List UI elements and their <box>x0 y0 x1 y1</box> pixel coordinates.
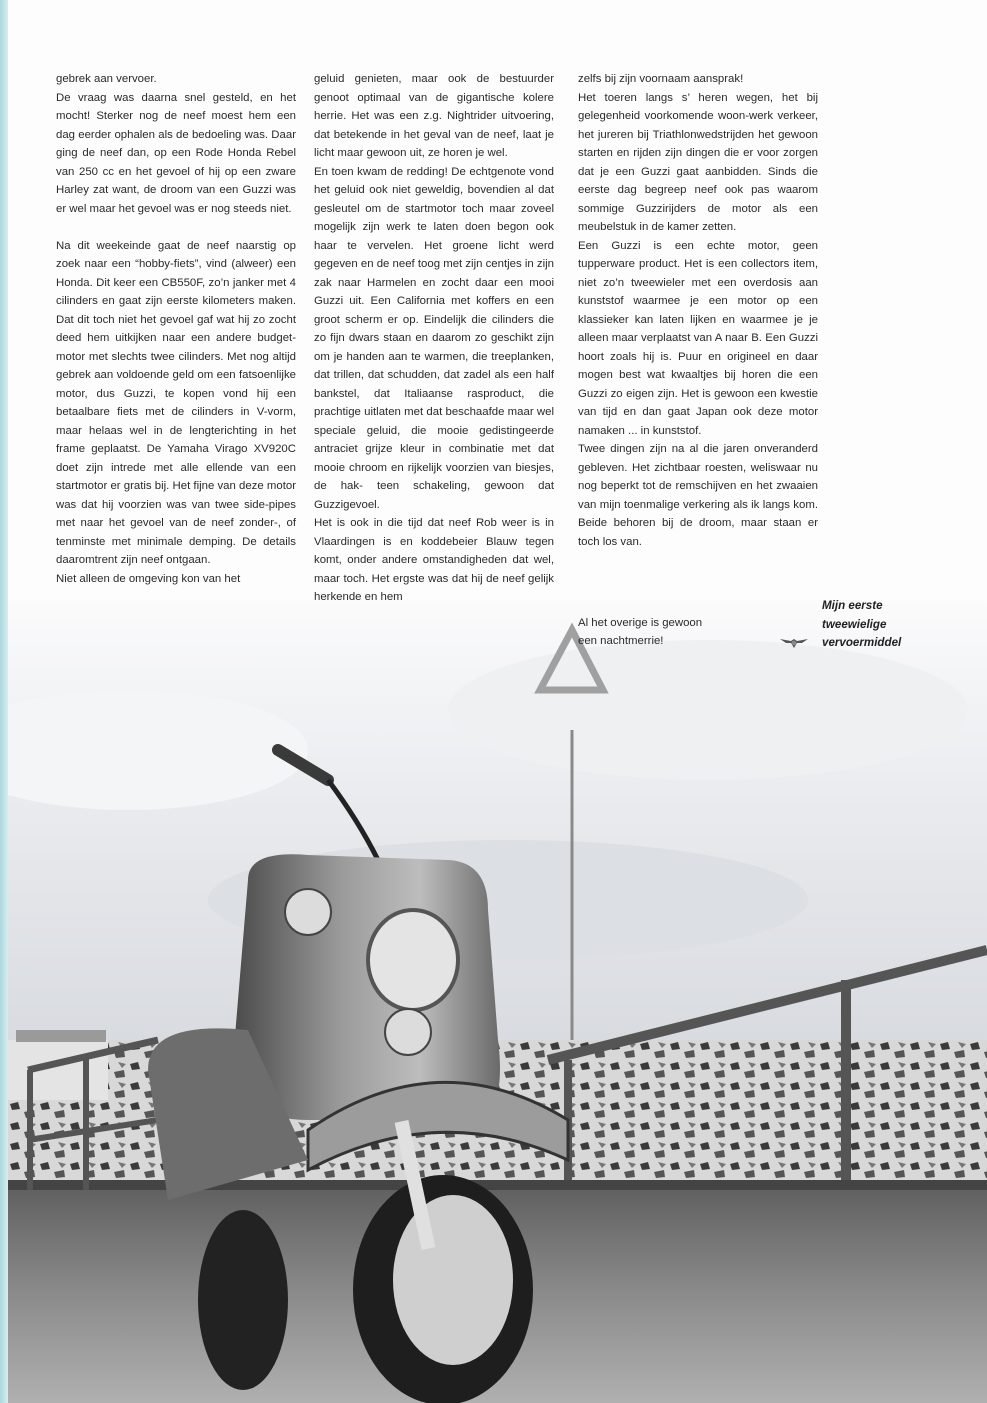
caption-line: Mijn eerste <box>822 599 883 612</box>
paragraph: geluid genieten, maar ook de bestuurder genoot optimaal van de gigantische kolere herrie. Het was een z.g. Nightrider uitvoering, dat betekende in het geval van de neef, laat je licht maar gewoon uit, ze horen je wel. <box>314 73 554 159</box>
paragraph: En toen kwam de redding! De echtgenote vond het geluid ook niet geweldig, bovendien al dat gesleutel om de startmotor toch maar zoveel mogelijk zijn werk te laten doen begon ook haar te vervelen. Het groene licht werd gegeven en de neef toog met zijn centjes in zijn zak naar Harmelen en zocht daar een mooi Guzzi uit. Een California met koffers en een groot scherm er op. Eindelijk die cilinders die zo fijn dwars staan en daarom zo geschikt zijn om je handen aan te warmen, die treeplanken, dat trillen, dat schudden, dat zadel als een half bankstel, dat Italiaanse rasproduct, die prachtige uitlaten met dat beschaafde maar wel speciale geluid, die mooie gedistingeerde antraciet grijze kleur in combinatie met dat mooie chroom en rijkelijk voorzien van biesjes, de hak- teen schakeling, gewoon dat Guzzigevoel. <box>314 165 554 511</box>
article-column-2 <box>314 70 554 607</box>
paragraph: zelfs bij zijn voornaam aansprak! <box>578 73 744 85</box>
caption-line: vervoermiddel <box>822 636 902 649</box>
closing-line: Al het overige is gewoon <box>578 617 703 629</box>
closing-line: een nachtmerrie! <box>578 635 664 647</box>
closing-lines <box>578 614 768 650</box>
scooter-photo-illustration <box>8 600 987 1403</box>
paragraph: Het toeren langs s’ heren wegen, het bij gelegenheid voorkomende woon-werk verkeer, het jureren bij Triathlonwedstrijden het gewoon starten en rijden zijn dingen die er voor zorgen dat je een Guzzi gaat aanbidden. Sinds die eerste dag begreep neef ook pas waarom sommige Guzzirijders de motor als een meubelstuk in de kamer zetten. <box>578 91 818 233</box>
paragraph: Een Guzzi is een echte motor, geen tupperware product. Het is een collectors item, niet zo’n tweewieler met een overdosis aan kunststof waarmee je een motor op een klassieker kan laten lijken en waarmee je je alleen maar verplaatst van A naar B. Een Guzzi hoort zoals hij is. Puur en origineel en daar mogen best wat kwaaltjes bij horen die een Guzzi zo eigen zijn. Het is gewoon een kwestie van tijd en dan gaat Japan ook deze motor namaken ... in kunststof. <box>578 239 818 437</box>
guzzi-eagle-wing-icon <box>780 636 808 650</box>
paragraph: gebrek aan vervoer. <box>56 73 157 85</box>
article-column-1 <box>56 70 296 588</box>
photo-caption <box>822 597 952 653</box>
scooter-photo <box>8 600 987 1403</box>
paragraph: Twee dingen zijn na al die jaren onveranderd gebleven. Het zichtbaar roesten, weliswaar nu nog beperkt tot de remschijven en het zwaaien van mijn toenmalige verkering als ik langs kom. Beide behoren bij de droom, maar staan er toch los van. <box>578 443 818 548</box>
caption-line: tweewielige <box>822 617 887 631</box>
article-column-3 <box>578 70 818 551</box>
paragraph: Het is ook in die tijd dat neef Rob weer is in Vlaardingen is en koddebeier Blauw tegen komt, onder andere omstandigheden dat wel, maar toch. Het ergste was dat hij de neef gelijk herkende en hem <box>314 517 554 603</box>
paragraph: Niet alleen de omgeving kon van het <box>56 572 241 585</box>
paragraph: De vraag was daarna snel gesteld, en het mocht! Sterker nog de neef moest hem een dag eerder ophalen als de bedoeling was. Daar ging de neef dan, op een Rode Honda Rebel van 250 cc en het gevoel of hij op een zware Harley zat want, de droom van een Guzzi was er wel maar het gevoel was er nog steeds niet. <box>56 91 296 215</box>
page-edge-strip <box>0 0 8 1403</box>
paragraph: Na dit weekeinde gaat de neef naarstig op zoek naar een “hobby-fiets”, vind (alweer) een Honda. Dit keer een CB550F, zo’n janker met 4 cilinders en gaat zijn eerste kilometers maken. Dat dit toch niet het gevoel gaf wat hij zo zocht deed hem uitkijken naar een andere budget-motor met slechts twee cilinders. Met nog altijd gebrek aan voldoende geld om een fatsoenlijke motor, dus Guzzi, te kopen vond hij een betaalbare fiets met de cilinders in V-vorm, maar helaas wel in de lengterichting in het frame geplaatst. De Yamaha Virago XV920C doet zijn intrede met alle ellende van een startmotor er gratis bij. Het fijne van deze motor was dat hij voorzien was van twee side-pipes met naar het gevoel van de neef zonder-, of tenminste met minimale demping. De details daaromtrent zijn neef ontgaan. <box>56 239 296 566</box>
